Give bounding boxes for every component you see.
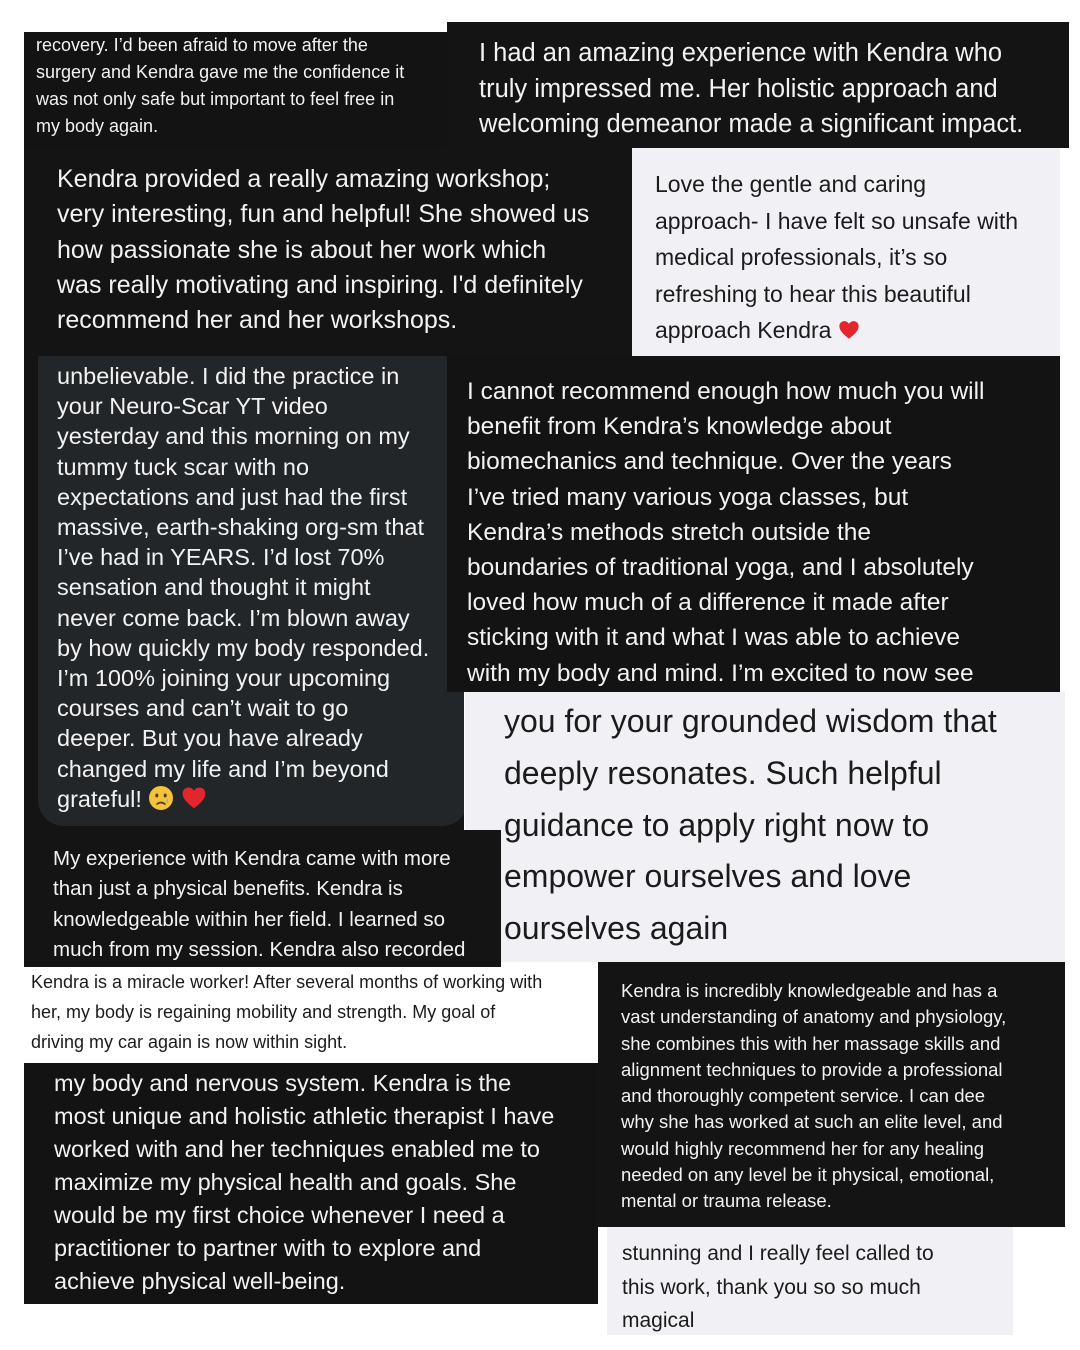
red-heart-icon xyxy=(181,785,207,811)
testimonial-text: My experience with Kendra came with more than just a physical benefits. Kendra is knowledgeable within her field. I learned so much from my session. Kendra also recorded xyxy=(53,847,466,961)
testimonial-text: I cannot recommend enough how much you will benefit from Kendra’s knowledge about biomechanics and technique. Over the years I’ve tried many various yoga classes, but Kendra’s methods stretch outside the boundaries of traditional yoga, and I absolutely loved how much of a difference it made after sticking with it and what I was able to achieve with my body and mind. I’m excited to now see xyxy=(467,378,985,687)
testimonial-card xyxy=(607,1227,1013,1335)
testimonial-text: Kendra is a miracle worker! After several months of working with her, my body is regaining mobility and strength. My goal of driving my car again is now within sight. xyxy=(31,972,543,1052)
testimonial-card xyxy=(447,356,1060,692)
testimonial-text: I had an amazing experience with Kendra who truly impressed me. Her holistic approach and welcoming demeanor made a significant impact. xyxy=(479,39,1024,138)
testimonial-card xyxy=(465,692,1065,962)
testimonial-card xyxy=(24,967,598,1063)
testimonial-card xyxy=(24,32,456,148)
testimonial-text: Love the gentle and caring approach- I have felt so unsafe with medical professionals, it’s so refreshing to hear this beautiful approach Kendra xyxy=(655,171,1019,343)
chat-bubble xyxy=(38,356,464,826)
testimonial-text: Kendra is incredibly knowledgeable and has a vast understanding of anatomy and physiology, she combines this with her massage skills and alignment techniques to provide a professional and thoroughly competent service. I can dee why she has worked at such an elite level, and would highly recommend her for any healing needed on any level be it physical, emotional, mental or trauma release. xyxy=(621,980,1007,1212)
testimonial-text: my body and nervous system. Kendra is the most unique and holistic athletic therapist I have worked with and her techniques enabled me to maximize my physical health and goals. She would be my first choice whenever I need a practitioner to partner with to explore and achieve physical well-being. xyxy=(54,1070,555,1294)
testimonial-text: recovery. I’d been afraid to move after the surgery and Kendra gave me the confidence it was not only safe but important to feel free in my body again. xyxy=(36,35,405,136)
testimonial-card xyxy=(632,148,1060,356)
testimonial-text: stunning and I really feel called to this work, thank you so so much magical xyxy=(622,1242,934,1332)
testimonial-card xyxy=(24,830,501,967)
testimonial-card xyxy=(24,1063,598,1304)
testimonial-text: you for your grounded wisdom that deeply resonates. Such helpful guidance to apply right now to empower ourselves and love ourselves again xyxy=(504,703,997,947)
testimonial-card xyxy=(24,148,632,356)
testimonial-text: unbelievable. I did the practice in your Neuro-Scar YT video yesterday and this morning on my tummy tuck scar with no expectations and just had the first massive, earth-shaking org-sm that I’ve had in YEARS. I’d lost 70% sensation and thought it might never come back. I’m blown away by how quickly my body responded. I’m 100% joining your upcoming courses and can’t wait to go deeper. But you have already changed my life and I’m beyond grateful! xyxy=(57,363,430,812)
testimonial-card xyxy=(447,22,1069,148)
testimonial-card xyxy=(24,356,464,834)
red-heart-icon xyxy=(838,319,860,341)
testimonial-text: Kendra provided a really amazing workshop; very interesting, fun and helpful! She showed us how passionate she is about her work which was really motivating and inspiring. I'd definitely recommend her and her workshops. xyxy=(57,165,590,335)
testimonial-card xyxy=(598,962,1065,1227)
crying-face-icon xyxy=(148,785,174,811)
